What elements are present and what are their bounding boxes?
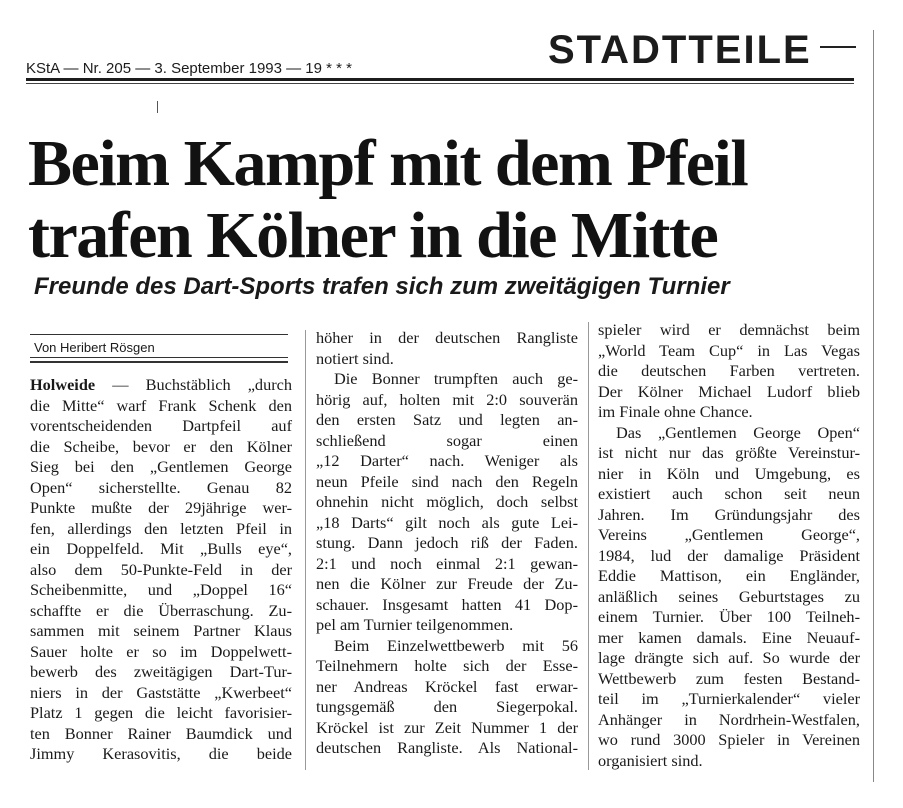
text-line: die Mitte“ warf Frank Schenk den <box>30 395 292 415</box>
column-body <box>598 320 860 771</box>
text-line: mer kamen damals. Eine Neuauf- <box>598 627 860 647</box>
text-line: stung. Dann jedoch riß der Faden. <box>316 533 578 552</box>
text-line: höher in der deutschen Rangliste <box>316 328 578 347</box>
text-line: ohnehin nicht möglich, doch selbst <box>316 492 578 511</box>
text-line: Beim Einzelwettbewerb mit 56 <box>334 635 578 655</box>
column-divider <box>305 330 306 770</box>
byline-rule <box>30 357 288 358</box>
text-line: sammen mit seinem Partner Klaus <box>30 621 292 640</box>
text-line: „World Team Cup“ in Las Vegas <box>598 340 860 360</box>
text-line: schließend sogar einen <box>316 430 578 450</box>
text-line: Sauer holte er so im Doppelwett- <box>30 641 292 661</box>
text-line: im Finale ohne Chance. <box>598 402 753 421</box>
text-line: also dem 50-Punkte-Feld in der <box>30 559 292 579</box>
column-body <box>316 328 578 759</box>
text-line: Teilnehmern holte sich der Esse- <box>316 656 578 675</box>
section-title: STADTTEILE <box>548 28 812 72</box>
headline <box>28 128 858 272</box>
text-line: deutschen Rangliste. Als National- <box>316 738 578 757</box>
text-line: lage drängte sich auf. So wurde der <box>598 648 860 667</box>
text-line: vorentscheidenden Dartpfeil auf <box>30 416 292 435</box>
text-line: Der Kölner Michael Ludorf blieb <box>598 381 860 401</box>
text-line: ist nicht nur das größte Vereinstur- <box>598 443 860 462</box>
text-line: Eddie Mattison, ein Engländer, <box>598 566 860 585</box>
text-line: anläßlich seines Geburtstages zu <box>598 586 860 606</box>
column-divider <box>588 322 589 770</box>
clipping-edge <box>873 30 874 782</box>
text-line: Scheibenmitte, und „Doppel 16“ <box>30 580 292 599</box>
byline: Von Heribert Rösgen <box>34 340 155 355</box>
text-line <box>30 375 292 396</box>
text-line: ein Doppelfeld. Mit „Bulls eye“, <box>30 539 292 558</box>
text-line: den ersten Satz und legten an- <box>316 410 578 429</box>
text-line: ten Bonner Rainer Baumdick und <box>30 723 292 743</box>
text-line: Kröckel ist zur Zeit Nummer 1 der <box>316 717 578 737</box>
article-column-3 <box>598 320 860 771</box>
text-line: bewerb des zweitägigen Dart-Tur- <box>30 662 292 681</box>
text-line: Punkte mußte der 29jährige wer- <box>30 498 292 517</box>
text-line: spieler wird er demnächst beim <box>598 320 860 339</box>
masthead-rule <box>26 78 854 81</box>
text-line: 2:1 und noch einmal 2:1 gewan- <box>316 553 578 573</box>
print-mark <box>157 101 158 113</box>
text-line: Die Bonner trumpften auch ge- <box>334 369 578 388</box>
text-line: tungsgemäß den Siegerpokal. <box>316 697 578 716</box>
text-line: 1984, lud der damalige Präsident <box>598 545 860 565</box>
text-line: notiert sind. <box>316 348 394 368</box>
text-line: Anhänger in Nordrhein-Westfalen, <box>598 709 860 729</box>
text-line: fen, allerdings den letzten Pfeil in <box>30 518 292 538</box>
headline-line-2: trafen Kölner in die Mitte <box>28 199 718 272</box>
text-line: Open“ sicherstellte. Genau 82 <box>30 477 292 497</box>
byline-rule-thick <box>30 361 288 363</box>
masthead-rule-thin <box>26 83 854 84</box>
text-line: wo rund 3000 Spieler in Vereinen <box>598 730 860 749</box>
text-line: „12 Darter“ nach. Weniger als <box>316 451 578 470</box>
text-line: nier in Köln und Umgebung, es <box>598 463 860 483</box>
text-line: schauer. Insgesamt hatten 41 Dop- <box>316 594 578 614</box>
text-line: organisiert sind. <box>598 750 703 770</box>
text-line: einem Turnier. Über 100 Teilneh- <box>598 607 860 626</box>
text-line: die deutschen Farben vertreten. <box>598 361 860 380</box>
dateline-place: Holweide <box>30 375 96 394</box>
text-line: Wettbewerb zum festen Bestand- <box>598 668 860 688</box>
lead-text: — Buchstäblich „durch <box>95 375 292 394</box>
text-line: teil im „Turnierkalender“ vieler <box>598 689 860 708</box>
text-line: Vereins „Gentlemen George“, <box>598 525 860 544</box>
headline-line-1: Beim Kampf mit dem Pfeil <box>28 127 748 200</box>
text-line: neun Pfeile sind nach den Regeln <box>316 471 578 491</box>
text-line: Das „Gentlemen George Open“ <box>616 422 860 442</box>
text-line: hörig auf, holten mit 2:0 souverän <box>316 389 578 409</box>
text-line: pel am Turnier teilgenommen. <box>316 615 514 634</box>
text-line: die Scheibe, bevor er den Kölner <box>30 436 292 456</box>
text-line: Jimmy Kerasovitis, die beide <box>30 744 292 763</box>
text-line: ner Andreas Kröckel fast erwar- <box>316 676 578 696</box>
article-column-2 <box>316 328 578 759</box>
byline-rule-top <box>30 334 288 335</box>
subheadline: Freunde des Dart-Sports trafen sich zum zweitägigen Turnier <box>34 273 730 300</box>
text-line: existiert auch schon seit neun <box>598 484 860 503</box>
column-body <box>30 396 292 765</box>
text-line: „18 Darts“ gilt noch als gute Lei- <box>316 512 578 532</box>
text-line: schaffte er die Überraschung. Zu- <box>30 600 292 620</box>
text-line: nen die Kölner zur Freude der Zu- <box>316 574 578 593</box>
text-line: Jahren. Im Gründungsjahr des <box>598 504 860 524</box>
text-line: niers in der Gaststätte „Kwerbeet“ <box>30 682 292 702</box>
text-line: Platz 1 gegen die leicht favorisier- <box>30 703 292 722</box>
text-line: Sieg bei den „Gentlemen George <box>30 457 292 476</box>
section-rule <box>820 46 856 48</box>
article-column-1 <box>30 375 292 765</box>
dateline: KStA — Nr. 205 — 3. September 1993 — 19 * * * <box>26 60 353 77</box>
